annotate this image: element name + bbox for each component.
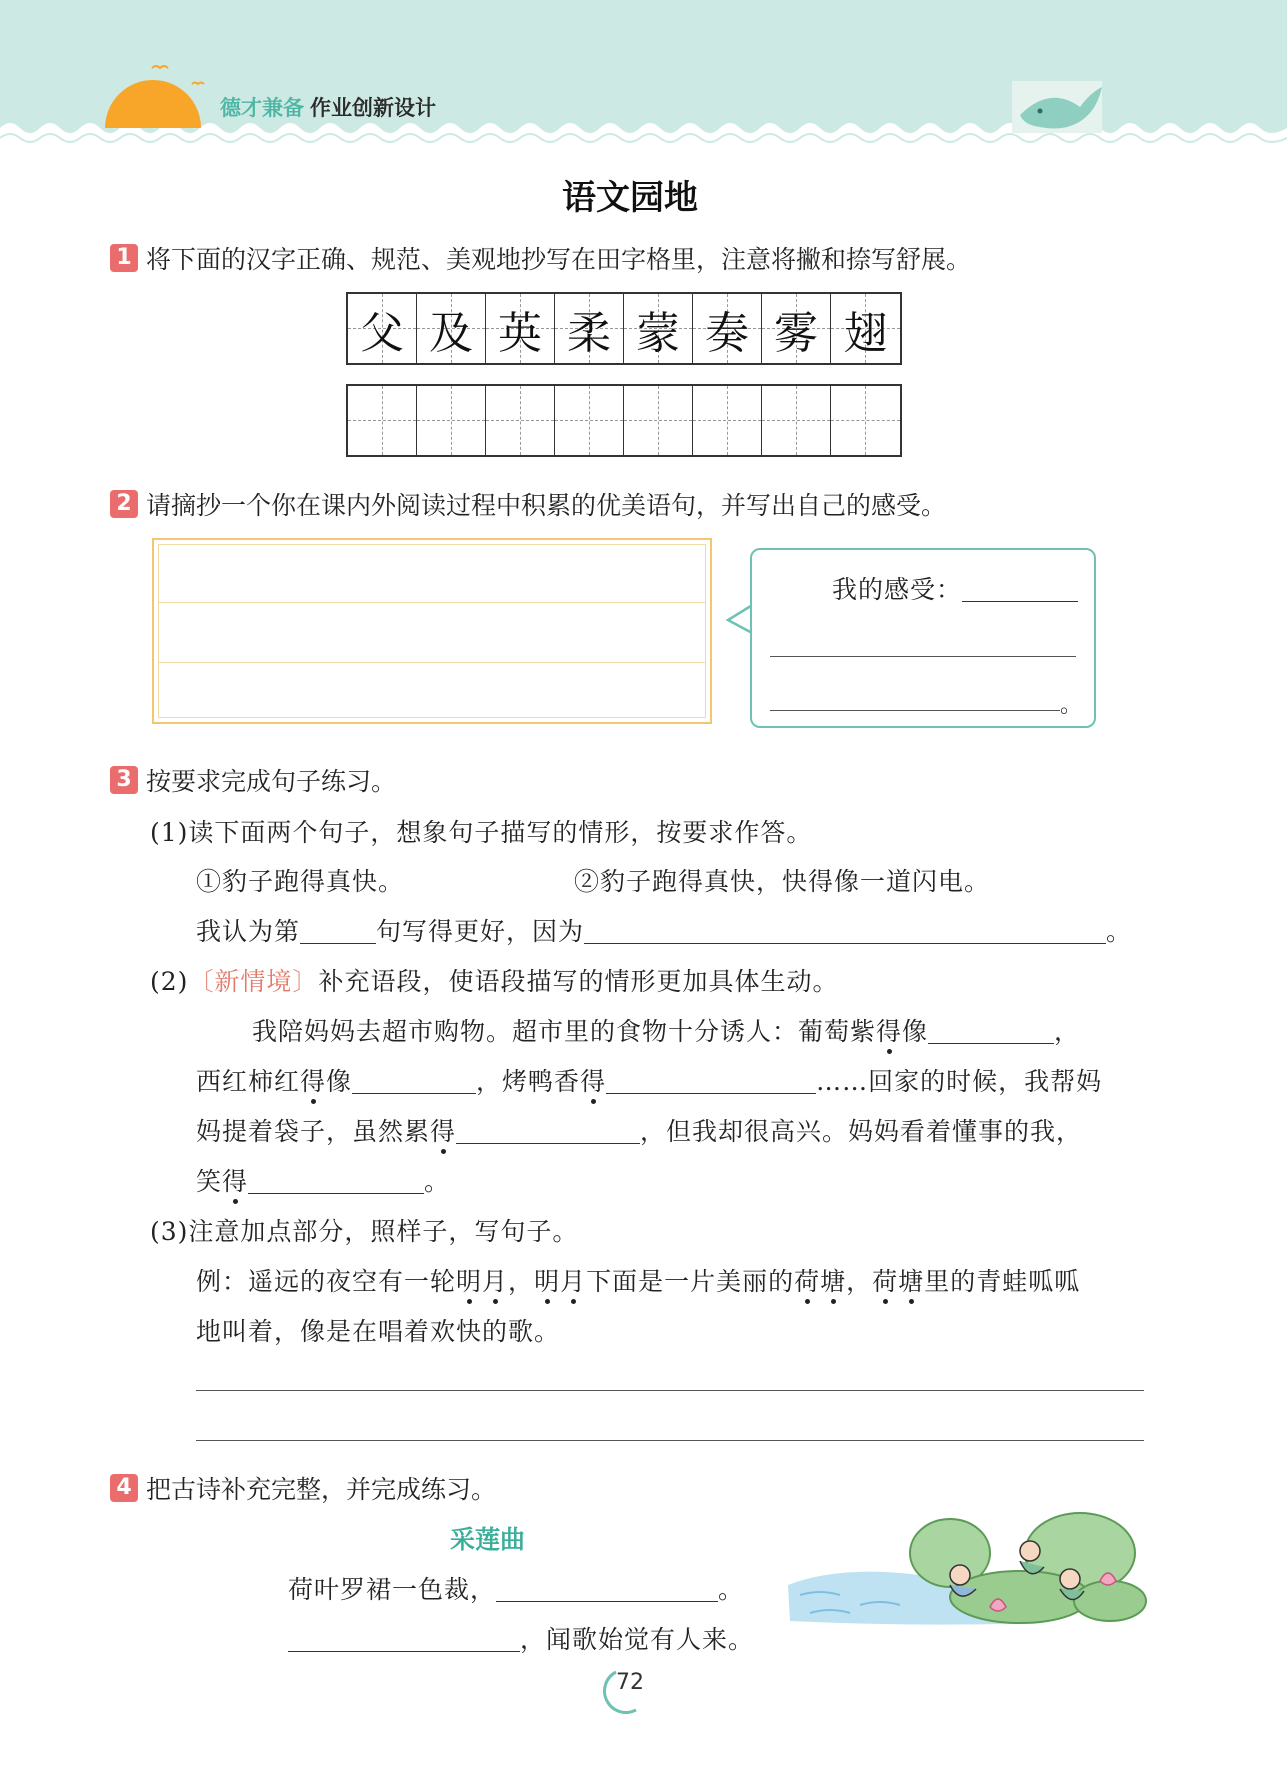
new-context-tag: 〔新情境〕: [188, 967, 319, 996]
brand-part1: 德才兼备: [220, 96, 304, 120]
page-number: 72: [616, 1670, 644, 1695]
feeling-label-row: [832, 570, 1078, 606]
page-title: 语文园地: [562, 178, 698, 218]
dotted-char: 得: [300, 1067, 327, 1096]
q1-text: 将下面的汉字正确、规范、美观地抄写在田字格里，注意将撇和捺写舒展。: [146, 245, 972, 274]
poem-line-1: [288, 1570, 744, 1606]
q3-sentence-1: ①豹子跑得真快。: [196, 867, 405, 896]
model-char: 奏: [705, 307, 749, 359]
tianzige-cell: [555, 294, 624, 363]
practice-cell[interactable]: [555, 386, 624, 455]
q3-part1-answer: [196, 912, 1132, 948]
paragraph-text: 像: [902, 1017, 929, 1046]
sun-icon: [100, 60, 210, 130]
q3-part3-prompt: (3)注意加点部分，照样子，写句子。: [150, 1217, 579, 1246]
q3-part2-prompt: [150, 962, 838, 998]
dotted-char: 得: [430, 1117, 457, 1146]
tianzige-cell: [417, 294, 486, 363]
tianzige-practice-row[interactable]: [346, 384, 902, 457]
q1-number: 1: [110, 244, 138, 272]
dotted-char: 得: [580, 1067, 607, 1096]
dotted-char: 明: [534, 1267, 561, 1296]
answer-blank-reason[interactable]: [584, 918, 1106, 944]
poem-blank-2[interactable]: [288, 1626, 520, 1652]
feeling-end-mark: 。: [1060, 693, 1083, 718]
q4-number: 4: [110, 1474, 138, 1502]
example-text: 下面是一片美丽的: [586, 1267, 795, 1296]
model-char: 及: [429, 307, 473, 359]
practice-cell[interactable]: [624, 386, 693, 455]
model-char: 雾: [774, 307, 818, 359]
poem-text: ，闻歌始觉有人来。: [520, 1625, 755, 1654]
model-char: 蒙: [636, 307, 680, 359]
lotus-pond-illustration: [780, 1505, 1150, 1630]
grape-blank[interactable]: [928, 1018, 1054, 1044]
paragraph-text: 西红柿红: [196, 1067, 301, 1096]
practice-cell[interactable]: [417, 386, 486, 455]
q2-text: 请摘抄一个你在课内外阅读过程中积累的优美语句，并写出自己的感受。: [146, 491, 947, 520]
example-text: ，: [508, 1267, 535, 1296]
practice-cell[interactable]: [348, 386, 417, 455]
example-line-2: 地叫着，像是在唱着欢快的歌。: [196, 1317, 561, 1346]
paragraph-line-3: [196, 1112, 1082, 1148]
q3-sentence-2: ②豹子跑得真快，快得像一道闪电。: [574, 867, 991, 896]
tianzige-cell: [762, 294, 831, 363]
q2-number: 2: [110, 490, 138, 518]
poem-line-2: [288, 1620, 754, 1656]
tianzige-cell: [624, 294, 693, 363]
q3-part1-prompt: (1)读下面两个句子，想象句子描写的情形，按要求作答。: [150, 818, 813, 847]
dotted-char: 塘: [820, 1267, 847, 1296]
poem-blank-1[interactable]: [496, 1576, 718, 1602]
model-char: 翅: [843, 307, 888, 359]
q3-heading: [110, 762, 396, 798]
whale-icon: [1010, 75, 1110, 135]
write-line-2[interactable]: [196, 1440, 1144, 1441]
tianzige-cell: [486, 294, 555, 363]
write-line-1[interactable]: [196, 1390, 1144, 1391]
dotted-char: 月: [482, 1267, 509, 1296]
dotted-char: 明: [456, 1267, 483, 1296]
duck-blank[interactable]: [606, 1068, 816, 1094]
part2-prompt-text: 补充语段，使语段描写的情形更加具体生动。: [318, 967, 839, 996]
dotted-char: 荷: [872, 1267, 899, 1296]
example-text: ，: [846, 1267, 873, 1296]
tianzige-model-row: [346, 292, 902, 365]
paragraph-line-2: [196, 1062, 1102, 1098]
dotted-char: 荷: [794, 1267, 821, 1296]
tianzige-cell: [348, 294, 417, 363]
excerpt-writing-box[interactable]: [152, 538, 712, 724]
poem-text: 。: [718, 1575, 745, 1604]
tomato-blank[interactable]: [352, 1068, 476, 1094]
feeling-blank-3[interactable]: [770, 710, 1060, 711]
q4-text: 把古诗补充完整，并完成练习。: [146, 1475, 497, 1504]
paragraph-text: ……回家的时候，我帮妈: [816, 1067, 1103, 1096]
example-line-1: [196, 1262, 1080, 1298]
practice-cell[interactable]: [486, 386, 555, 455]
tianzige-cell: [831, 294, 900, 363]
paragraph-line-4: [196, 1162, 450, 1198]
tired-blank[interactable]: [456, 1118, 640, 1144]
paragraph-text: 笑: [196, 1167, 223, 1196]
feeling-bubble: [750, 548, 1096, 728]
smile-blank[interactable]: [248, 1168, 424, 1194]
poem-title: 采莲曲: [450, 1525, 526, 1554]
example-text: 里的青蛙呱呱: [924, 1267, 1081, 1296]
example-text: 例：遥远的夜空有一轮: [196, 1267, 457, 1296]
model-char: 柔: [567, 307, 611, 359]
paragraph-text: ，烤鸭香: [476, 1067, 581, 1096]
q2-heading: [110, 486, 946, 522]
q3-number: 3: [110, 766, 138, 794]
dotted-char: 得: [876, 1017, 903, 1046]
paragraph-text: 像: [326, 1067, 353, 1096]
dotted-char: 得: [222, 1167, 249, 1196]
brand-part2: 作业创新设计: [310, 96, 436, 120]
model-char: 父: [360, 307, 404, 359]
answer-text-a: 我认为第: [196, 917, 301, 946]
practice-cell[interactable]: [693, 386, 762, 455]
practice-cell[interactable]: [831, 386, 900, 455]
dotted-char: 月: [560, 1267, 587, 1296]
q4-heading: [110, 1470, 496, 1506]
paragraph-text: ，: [1054, 1017, 1081, 1046]
paragraph-text: 妈提着袋子，虽然累: [196, 1117, 431, 1146]
answer-blank-which[interactable]: [300, 918, 376, 944]
paragraph-text: ，但我却很高兴。妈妈看着懂事的我，: [640, 1117, 1083, 1146]
q3-text: 按要求完成句子练习。: [146, 767, 397, 796]
feeling-label: 我的感受：: [832, 575, 963, 604]
q1-heading: [110, 240, 971, 276]
tianzige-cell: [693, 294, 762, 363]
poem-text: 荷叶罗裙一色裁，: [288, 1575, 497, 1604]
feeling-blank-2[interactable]: [770, 656, 1076, 657]
paragraph-text: 我陪妈妈去超市购物。超市里的食物十分诱人：葡萄紫: [252, 1017, 877, 1046]
feeling-blank-1[interactable]: [962, 576, 1078, 602]
part2-prefix: (2): [150, 967, 189, 996]
answer-text-b: 句写得更好，因为: [376, 917, 585, 946]
dotted-char: 塘: [898, 1267, 925, 1296]
practice-cell[interactable]: [762, 386, 831, 455]
answer-end: 。: [1106, 917, 1133, 946]
model-char: 英: [498, 307, 542, 359]
brand-title: [220, 92, 436, 122]
paragraph-text: 。: [424, 1167, 451, 1196]
paragraph-line-1: [252, 1012, 1080, 1048]
